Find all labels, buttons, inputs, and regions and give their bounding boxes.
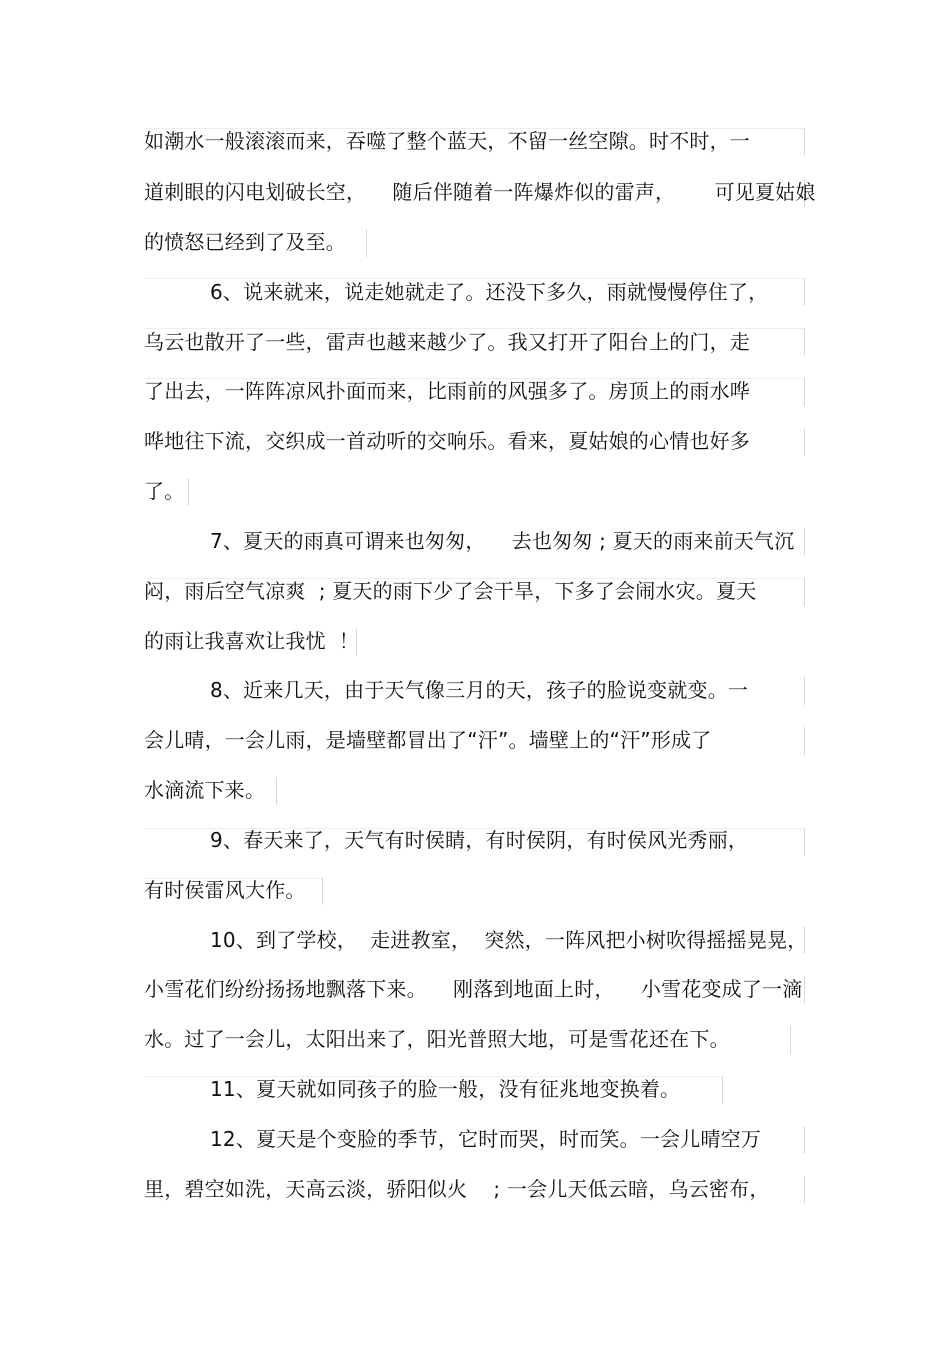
frame-bar (804, 1176, 805, 1204)
frame-bar (188, 478, 189, 506)
text-line: 小雪花们纷纷扬扬地飘落下来。 刚落到地面上时， 小雪花变成了一滴 (144, 977, 803, 1001)
frame-bar (804, 528, 805, 556)
frame-bar (804, 278, 805, 306)
text-line: 水。过了一会儿，太阳出来了，阳光普照大地，可是雪花还在下。 (144, 1027, 730, 1051)
text-line: 水滴流下来。 (144, 778, 266, 802)
frame-bar (804, 578, 805, 606)
frame-bar (804, 1126, 805, 1154)
text-line: 了。 (144, 479, 185, 503)
text-line: 里，碧空如洗，天高云淡，骄阳似火 ; 一会儿天低云暗，乌云密布， (144, 1177, 770, 1201)
frame-bar (804, 828, 805, 856)
text-line: 有时侯雷风大作。 (144, 878, 306, 902)
frame-bar (804, 328, 805, 356)
text-line: 闷，雨后空气凉爽 ; 夏天的雨下少了会干旱，下多了会闹水灾。夏天 (144, 579, 757, 603)
text-line: 12、夏天是个变脸的季节，它时而哭，时而笑。一会儿晴空万 (210, 1127, 762, 1151)
frame-bar (804, 428, 805, 456)
text-line: 会儿晴，一会儿雨，是墙壁都冒出了“汗”。墙壁上的“汗”形成了 (144, 728, 712, 752)
frame-bar (790, 1026, 791, 1054)
frame-bar (276, 777, 277, 805)
text-line: 如潮水一般滚滚而来，吞噬了整个蓝天，不留一丝空隙。时不时，一 (144, 129, 750, 153)
text-line: 的愤怒已经到了及至。 (144, 230, 346, 254)
frame-bar (804, 677, 805, 705)
text-line: 9、春天来了，天气有时侯睛，有时侯阴，有时侯风光秀丽， (210, 828, 749, 852)
frame-bar (366, 229, 367, 257)
text-line: 道刺眼的闪电划破长空， 随后伴随着一阵爆炸似的雷声， 可见夏姑娘 (144, 180, 816, 204)
text-line: 哗地往下流，交织成一首动听的交响乐。看来，夏姑娘的心情也好多 (144, 429, 750, 453)
text-line: 11、夏天就如同孩子的脸一般，没有征兆地变换着。 (210, 1077, 681, 1101)
text-line: 10、到了学校， 走进教室， 突然，一阵风把小树吹得摇摇晃晃， (210, 928, 808, 952)
frame-bar (722, 1076, 723, 1104)
text-line: 乌云也散开了一些，雷声也越来越少了。我又打开了阳台上的门，走 (144, 330, 750, 354)
text-line: 的雨让我喜欢让我忧 ！ (144, 629, 360, 653)
text-line: 了出去，一阵阵凉风扑面而来，比雨前的风强多了。房顶上的雨水哗 (144, 379, 750, 403)
text-line: 8、近来几天，由于天气像三月的天，孩子的脸说变就变。一 (210, 678, 749, 702)
frame-bar (804, 976, 805, 1004)
frame-bar (804, 378, 805, 406)
text-line: 7、夏天的雨真可谓来也匆匆， 去也匆匆 ; 夏天的雨来前天气沉 (210, 529, 795, 553)
frame-bar (804, 727, 805, 755)
text-line: 6、说来就来，说走她就走了。还没下多久，雨就慢慢停住了， (210, 280, 769, 304)
frame-bar (322, 877, 323, 905)
frame-bar (804, 128, 805, 156)
